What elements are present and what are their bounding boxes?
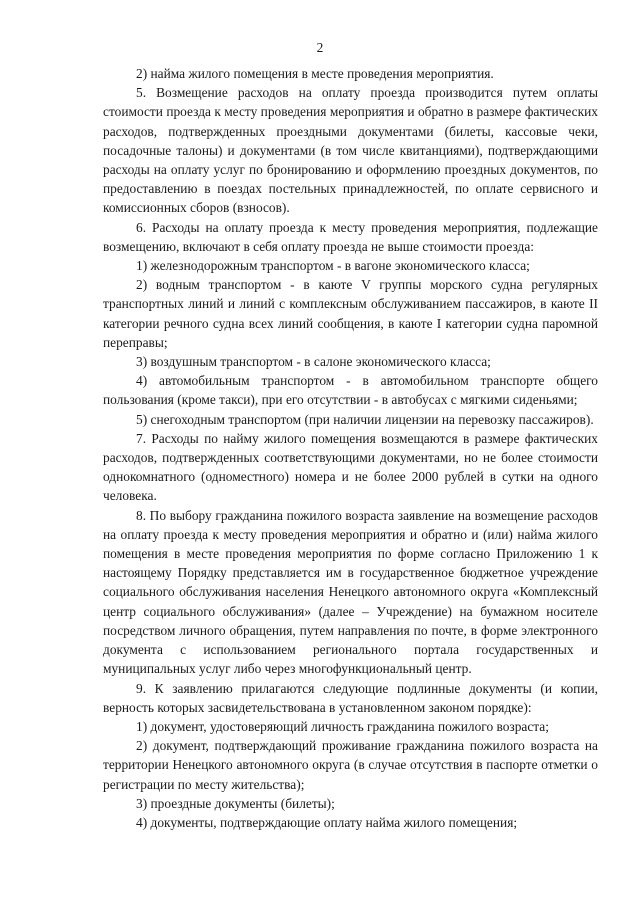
- paragraph-water-transport: 2) водным транспортом - в каюте V группы морского судна регулярных транспортных линий и линий с комплексным обслуживанием пассажиров, в каюте II категории речного судна всех линий сообщения, в каюте I категории судна паромной переправы;: [103, 277, 598, 350]
- paragraph-clause-8: 8. По выбору гражданина пожилого возраста заявление на возмещение расходов на оплату проезда к месту проведения мероприятия и обратно и (или) найма жилого помещения в месте проведения мероприятия по форме согласно Приложению 1 к настоящему Порядку представляется им в государственное бюджетное учреждение социального обслуживания населения Ненецкого автономного округа «Комплексный центр социального обслуживания» (далее – Учреждение) на бумажном носителе посредством личного обращения, путем направления по почте, в форме электронного документа с использованием регионального портала государственных и муниципальных услуг либо через многофункциональный центр.: [103, 507, 598, 677]
- paragraph-housing-payment-documents: 4) документы, подтверждающие оплату найма жилого помещения;: [136, 814, 518, 830]
- paragraph-item-2-housing: 2) найма жилого помещения в месте проведения мероприятия.: [136, 66, 494, 81]
- paragraph-clause-7: 7. Расходы по найму жилого помещения возмещаются в размере фактических расходов, подтвержденных соответствующими документами, но не более стоимости однокомнатного (одноместного) номера и не более 2000 рублей в сутки на одного человека.: [103, 430, 598, 504]
- paragraph-air-transport: 3) воздушным транспортом - в салоне экономического класса;: [136, 354, 491, 370]
- paragraph-road-transport: 4) автомобильным транспортом - в автомобильном транспорте общего пользования (кроме такси), при его отсутствии - в автобусах с мягкими сиденьями;: [103, 373, 598, 408]
- paragraph-identity-document: 1) документ, удостоверяющий личность гражданина пожилого возраста;: [136, 718, 549, 734]
- paragraph-clause-6: 6. Расходы на оплату проезда к месту проведения мероприятия, подлежащие возмещению, включают в себя оплату проезда не выше стоимости проезда:: [103, 219, 598, 254]
- paragraph-residence-document: 2) документ, подтверждающий проживание гражданина пожилого возраста на территории Ненецкого автономного округа (в случае отсутствия в паспорте отметки о регистрации по месту жительства);: [103, 738, 598, 792]
- paragraph-travel-documents: 3) проездные документы (билеты);: [136, 795, 335, 811]
- paragraph-clause-9: 9. К заявлению прилагаются следующие подлинные документы (и копии, верность которых засвидетельствована в установленном законом порядке):: [103, 680, 598, 715]
- paragraph-railway: 1) железнодорожным транспортом - в вагоне экономического класса;: [136, 258, 530, 274]
- document-body: [103, 64, 598, 832]
- page-number: 2: [316, 40, 324, 55]
- paragraph-snowmobile: 5) снегоходным транспортом (при наличии лицензии на перевозку пассажиров).: [136, 411, 594, 427]
- paragraph-clause-5: 5. Возмещение расходов на оплату проезда производится путем оплаты стоимости проезда к месту проведения мероприятия и обратно в размере фактических расходов, подтвержденных проездными документами (билеты, кассовые чеки, посадочные талоны) и документами (в том числе квитанциями), подтверждающими расходы на оплату услуг по бронированию и оформлению проездных документов, по предоставлению в поездах постельных принадлежностей, по оплате сервисного и комиссионных сборов (взносов).: [103, 85, 598, 216]
